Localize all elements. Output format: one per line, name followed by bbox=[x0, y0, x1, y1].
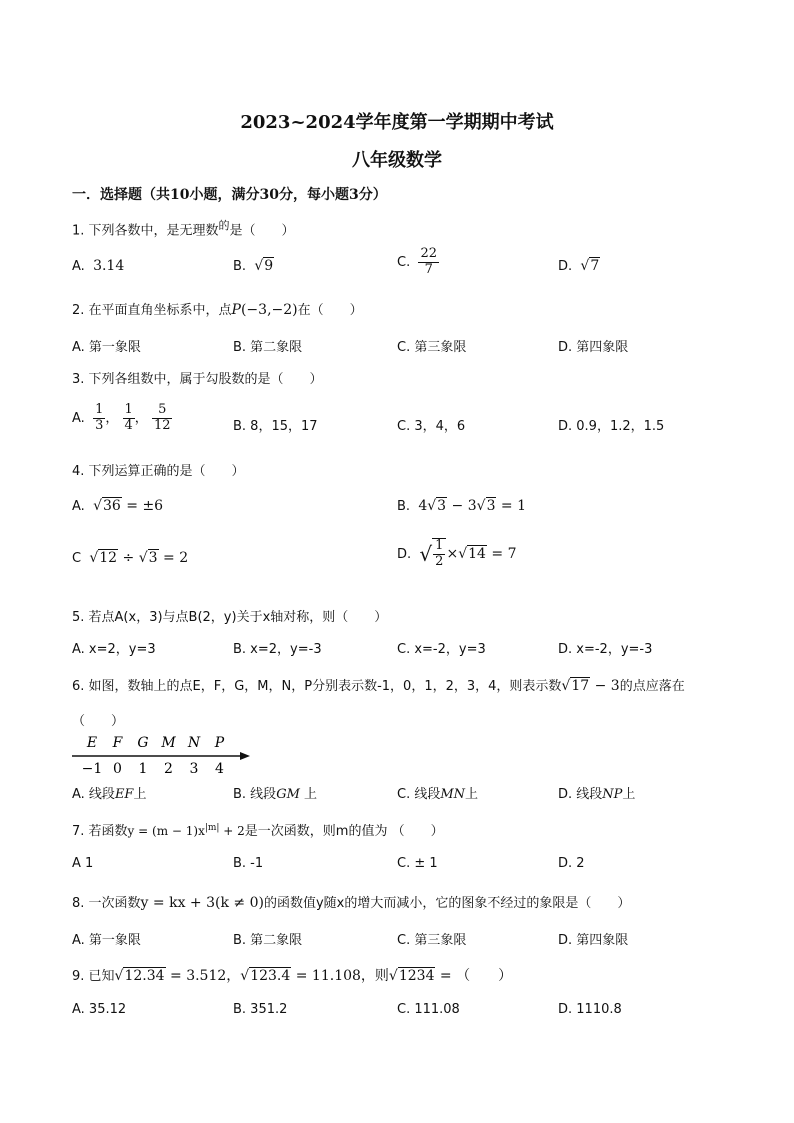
q9-expr2: √123.4 bbox=[240, 968, 291, 984]
q2-option-d[interactable]: D. 第四象限 bbox=[558, 340, 629, 355]
q4-c-expr: √12 ÷ √3 = 2 bbox=[89, 550, 189, 566]
q3-sep2: ， bbox=[134, 410, 148, 426]
q3-option-d[interactable]: D. 0.9，1.2，1.5 bbox=[558, 419, 665, 434]
q4-option-a[interactable] bbox=[72, 498, 163, 514]
q4-option-b[interactable] bbox=[397, 498, 526, 514]
q3-a-frac2: $\frac{1}{4}$ bbox=[124, 402, 133, 433]
number-line-point-M: M bbox=[161, 735, 176, 751]
page-subtitle: 八年级数学 bbox=[352, 150, 442, 171]
q8-option-d[interactable]: D. 第四象限 bbox=[558, 933, 629, 948]
number-line-number-4: 3 bbox=[189, 761, 199, 777]
q3-sep1: ， bbox=[105, 410, 119, 426]
question-5: 5. 若点A(x，3)与点B(2，y)关于x轴对称，则（ ） bbox=[72, 610, 388, 625]
q9-option-a[interactable]: A. 35.12 bbox=[72, 1002, 127, 1017]
q1-d-radical: √7 bbox=[580, 258, 600, 274]
question-1 bbox=[72, 217, 295, 238]
q1-stem-de: 的 bbox=[218, 219, 230, 232]
q9-stem: 9. 已知 bbox=[72, 969, 115, 984]
q2-stem-end: 在（ ） bbox=[297, 303, 363, 318]
q2-option-c[interactable]: C. 第三象限 bbox=[397, 340, 467, 355]
q1-option-d[interactable] bbox=[558, 258, 600, 274]
number-line-number-3: 2 bbox=[164, 761, 173, 777]
q8-option-a[interactable]: A. 第一象限 bbox=[72, 933, 141, 948]
q3-option-c[interactable]: C. 3，4，6 bbox=[397, 419, 466, 434]
q8-expr: y = kx + 3(k ≠ 0) bbox=[140, 895, 264, 911]
q6-option-b[interactable]: B. 线段GM 上 bbox=[233, 787, 318, 802]
q9-option-c[interactable]: C. 111.08 bbox=[397, 1002, 460, 1017]
q7-expr: $y = (m - 1)x^{|m|} + 2$ bbox=[127, 823, 245, 838]
q4-d-label: D. bbox=[397, 546, 412, 562]
number-line-point-G: G bbox=[137, 735, 149, 751]
question-7 bbox=[72, 820, 444, 839]
number-line-number-0: −1 bbox=[81, 761, 103, 777]
q4-c-label: C bbox=[72, 551, 82, 566]
q1-stem-end: 是（ ） bbox=[229, 223, 295, 239]
q4-a-expr: √36 = ±6 bbox=[93, 498, 164, 514]
number-line-point-P: P bbox=[214, 735, 225, 751]
q3-a-label: A. bbox=[72, 410, 85, 426]
q7-stem: 7. 若函数 bbox=[72, 824, 128, 839]
q1-d-label: D. bbox=[558, 259, 573, 274]
number-line-arrow bbox=[240, 752, 250, 760]
q3-a-frac1: $\frac{1}{3}$ bbox=[95, 402, 104, 433]
q9-expr3: √1234 bbox=[388, 968, 435, 984]
q4-option-c[interactable] bbox=[72, 550, 188, 566]
q6-option-a[interactable]: A. 线段EF上 bbox=[72, 787, 147, 802]
q1-option-b[interactable] bbox=[233, 258, 274, 274]
q6-stem: 6. 如图，数轴上的点E，F，G，M，N，P分别表示数-1，0，1，2，3，4，则表示数 bbox=[72, 679, 562, 694]
q1-option-a[interactable] bbox=[72, 258, 124, 274]
q2-option-a[interactable]: A. 第一象限 bbox=[72, 340, 141, 355]
question-4: 4. 下列运算正确的是（ ） bbox=[72, 464, 245, 479]
number-line-point-F: F bbox=[112, 735, 123, 751]
number-line-point-E: E bbox=[86, 735, 98, 751]
q2-stem: 2. 在平面直角坐标系中，点 bbox=[72, 303, 232, 318]
q4-b-expr: 4√3 − 3√3 = 1 bbox=[418, 498, 527, 514]
number-line-number-1: 0 bbox=[113, 761, 122, 777]
q1-b-radical: √9 bbox=[254, 258, 274, 274]
q2-option-b[interactable]: B. 第二象限 bbox=[233, 340, 303, 355]
q7-option-a[interactable]: A 1 bbox=[72, 856, 94, 871]
number-line-point-N: N bbox=[187, 735, 201, 751]
q1-c-label: C. bbox=[397, 254, 411, 270]
question-9: 9. 已知√12.34 = 3.512，√123.4 = 11.108，则√1234 = （ ） bbox=[72, 968, 513, 984]
q8-stem: 8. 一次函数 bbox=[72, 896, 141, 911]
q1-a-value: 3.14 bbox=[93, 258, 125, 274]
q5-option-a[interactable]: A. x=2，y=3 bbox=[72, 642, 156, 657]
question-6 bbox=[72, 675, 685, 694]
q8-option-b[interactable]: B. 第二象限 bbox=[233, 933, 303, 948]
q9-expr1: √12.34 bbox=[114, 968, 165, 984]
q5-option-d[interactable]: D. x=-2，y=-3 bbox=[558, 642, 653, 657]
q3-option-a[interactable] bbox=[72, 403, 172, 434]
page-title: 2023~2024学年度第一学期期中考试 bbox=[240, 112, 554, 133]
q4-a-label: A. bbox=[72, 499, 85, 514]
q6-option-d[interactable]: D. 线段NP上 bbox=[558, 787, 636, 802]
q2-point: P bbox=[231, 302, 241, 318]
number-line bbox=[70, 730, 255, 778]
q6-stem-end: 的点应落在 bbox=[619, 679, 685, 694]
q9-option-b[interactable]: B. 351.2 bbox=[233, 1002, 288, 1017]
q7-option-b[interactable]: B. -1 bbox=[233, 856, 264, 871]
q1-stem: 1. 下列各数中，是无理数 bbox=[72, 223, 219, 239]
q6-radical: √17 − 3 bbox=[561, 678, 620, 694]
question-3: 3. 下列各组数中，属于勾股数的是（ ） bbox=[72, 372, 323, 387]
q1-a-label: A. bbox=[72, 259, 85, 274]
q4-b-label: B. bbox=[397, 499, 411, 514]
question-8 bbox=[72, 892, 630, 911]
q1-b-label: B. bbox=[233, 259, 247, 274]
section-heading: 一．选择题（共10小题，满分30分，每小题3分） bbox=[72, 187, 387, 203]
q7-option-d[interactable]: D. 2 bbox=[558, 856, 585, 871]
number-line-number-2: 1 bbox=[138, 761, 148, 777]
q5-option-c[interactable]: C. x=-2，y=3 bbox=[397, 642, 486, 657]
q3-option-b[interactable]: B. 8，15，17 bbox=[233, 419, 318, 434]
q4-option-d[interactable] bbox=[397, 538, 516, 570]
q6-stem-paren: （ ） bbox=[72, 714, 125, 729]
question-2 bbox=[72, 299, 363, 318]
q5-option-b[interactable]: B. x=2，y=-3 bbox=[233, 642, 322, 657]
q6-option-c[interactable]: C. 线段MN上 bbox=[397, 787, 479, 802]
q1-option-c[interactable] bbox=[397, 247, 439, 278]
q7-option-c[interactable]: C. ± 1 bbox=[397, 856, 438, 871]
q4-d-expr: √ $\frac{1}{2}$ ×√14 = 7 bbox=[419, 538, 517, 569]
q2-coords: (−3,−2) bbox=[240, 302, 298, 318]
q1-c-fraction: $\frac{22}{7}$ bbox=[420, 246, 438, 277]
q8-stem-end: 的函数值y随x的增大而减小，它的图象不经过的象限是（ ） bbox=[263, 896, 631, 911]
q7-stem-end: 是一次函数，则m的值为 （ ） bbox=[244, 824, 444, 839]
q9-option-d[interactable]: D. 1110.8 bbox=[558, 1002, 622, 1017]
q8-option-c[interactable]: C. 第三象限 bbox=[397, 933, 467, 948]
number-line-number-5: 4 bbox=[215, 761, 224, 777]
q3-a-frac3: $\frac{5}{12}$ bbox=[153, 402, 171, 433]
